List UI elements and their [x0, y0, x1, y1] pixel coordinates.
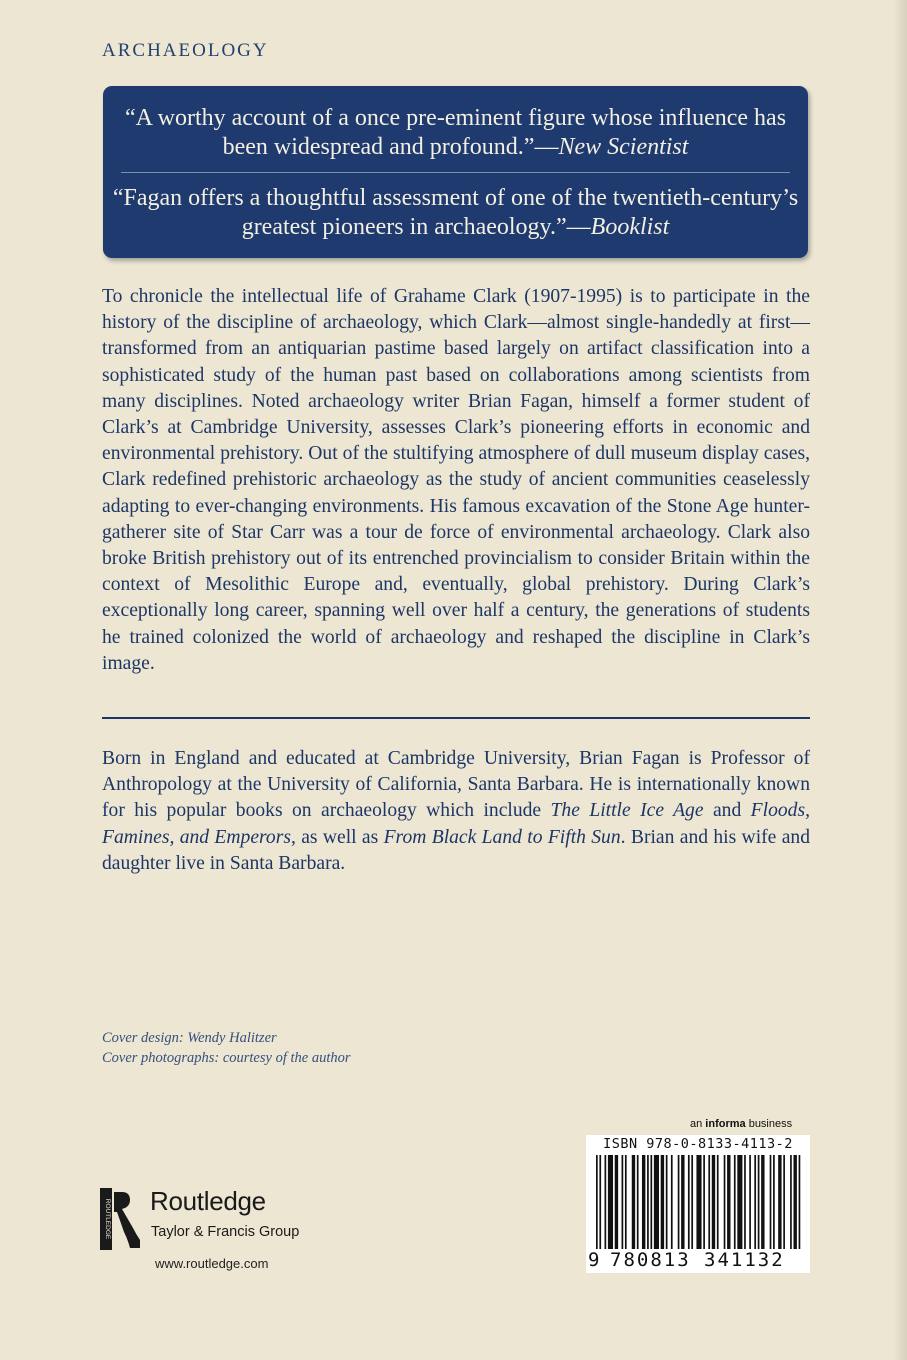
review-quote-2-source: Booklist: [590, 214, 670, 240]
barcode-bar: [608, 1155, 613, 1249]
barcode-bar: [744, 1155, 746, 1249]
barcode-bar: [749, 1155, 751, 1249]
barcode-bar: [647, 1155, 649, 1249]
bio-book-1: The Little Ice Age: [550, 800, 704, 822]
review-quote-2-text: “Fagan offers a thoughtful assessment of one of the twentieth-century’s greatest pioneers in archaeology.”—: [112, 185, 799, 240]
barcode-bar: [605, 1155, 607, 1249]
barcode-bar: [754, 1155, 756, 1249]
barcode-bar: [717, 1155, 719, 1249]
bio-and: and: [703, 800, 751, 822]
review-quote-1: [103, 104, 808, 162]
barcode-bar: [678, 1155, 680, 1249]
barcode-bars: [596, 1155, 802, 1249]
barcode-bar: [688, 1155, 690, 1249]
barcode: [586, 1135, 810, 1273]
bio-end: . Brian and his wife and daughter live in Santa Barbara.: [102, 826, 810, 874]
book-description: To chronicle the intellectual life of Grahame Clark (1907-1995) is to participate in the history of the discipline of archaeology, which Clark—almost single-handedly at first—transformed from an antiquarian pastime based largely on artifact classification into a sophisticated study of the human past based on collaborations among scientists from many disciplines. Noted archaeology writer Brian Fagan, himself a former student of Clark’s at Cambridge University, assesses Clark’s pioneering efforts in economic and environmental prehistory. Out of the stultifying atmosphere of dull museum display cases, Clark redefined prehistoric archaeology as the study of ancient communities ceaselessly adapting to ever-changing environments. His famous excavation of the Stone Age hunter-gatherer site of Star Carr was a tour de force of environmental archaeology. Clark also broke British prehistory out of its entrenched provincialism to consider Britain within the context of Mesolithic Europe and, eventually, global prehistory. During Clark’s exceptionally long career, spanning well over half a century, the generations of students he trained colonized the world of archaeology and reshaped the discipline in Clark’s image.: [102, 286, 810, 674]
informa-suffix: business: [745, 1118, 793, 1130]
review-quotes-box: [103, 86, 808, 258]
routledge-mark-text: ROUTLEDGE: [104, 1198, 111, 1240]
barcode-bar: [596, 1155, 598, 1249]
barcode-bar: [650, 1155, 652, 1249]
informa-business-label: [690, 1118, 792, 1130]
barcode-bar: [758, 1155, 760, 1249]
barcode-bar: [615, 1155, 618, 1249]
informa-brand: informa: [705, 1118, 746, 1130]
section-divider: [102, 717, 810, 719]
cover-credits: [102, 1028, 351, 1068]
barcode-bar: [799, 1155, 801, 1249]
bio-intro: Born in England and educated at Cambridge University, Brian Fagan is Professor of Anthropology at the University of California, Santa Barbara. He is internationally known for his popular books on archaeology which include: [102, 748, 810, 822]
barcode-bar: [727, 1155, 730, 1249]
bio-book-3: From Black Land to Fifth Sun: [383, 826, 621, 848]
review-quote-2: [103, 184, 808, 242]
informa-prefix: an: [690, 1118, 706, 1130]
barcode-bar: [712, 1155, 715, 1249]
barcode-bar: [666, 1155, 668, 1249]
routledge-mark-icon: [100, 1188, 142, 1250]
barcode-bar: [793, 1155, 796, 1249]
barcode-bar: [681, 1155, 684, 1249]
barcode-bar: [632, 1155, 635, 1249]
barcode-bar: [654, 1155, 659, 1249]
barcode-digit-group-2: 341132: [704, 1249, 785, 1271]
publisher-website[interactable]: www.routledge.com: [155, 1256, 269, 1271]
barcode-bar: [724, 1155, 726, 1249]
barcode-bar: [778, 1155, 781, 1249]
barcode-bar: [761, 1155, 764, 1249]
publisher-group: Taylor & Francis Group: [151, 1224, 300, 1240]
category-label: ARCHAEOLOGY: [102, 40, 269, 61]
barcode-bar: [790, 1155, 792, 1249]
bio-as-well: , as well as: [290, 826, 384, 848]
barcode-bar: [622, 1155, 624, 1249]
barcode-digit-group-1: 780813: [610, 1249, 691, 1271]
publisher-name: Routledge: [150, 1186, 266, 1216]
barcode-digit-first: 9: [588, 1249, 600, 1271]
bio-book-2: Floods, Famines, and Emperors: [102, 800, 810, 848]
barcode-bar: [703, 1155, 705, 1249]
barcode-bar: [671, 1155, 673, 1249]
barcode-bar: [696, 1155, 701, 1249]
cover-photo-credit: Cover photographs: courtesy of the author: [102, 1050, 351, 1066]
barcode-bar: [637, 1155, 639, 1249]
barcode-bar: [783, 1155, 785, 1249]
isbn-label: ISBN 978-0-8133-4113-2: [603, 1136, 793, 1152]
barcode-bar: [661, 1155, 664, 1249]
publisher-logo: [100, 1186, 340, 1256]
review-quote-1-source: New Scientist: [558, 134, 689, 160]
barcode-bar: [691, 1155, 693, 1249]
spine-shadow: [893, 0, 907, 1360]
barcode-bar: [599, 1155, 601, 1249]
cover-design-credit: Cover design: Wendy Halitzer: [102, 1030, 277, 1046]
author-bio: [102, 746, 810, 877]
barcode-bar: [773, 1155, 775, 1249]
barcode-bar: [708, 1155, 710, 1249]
barcode-bar: [737, 1155, 742, 1249]
quote-divider: [121, 172, 790, 173]
barcode-bar: [625, 1155, 627, 1249]
barcode-bar: [734, 1155, 736, 1249]
barcode-bar: [642, 1155, 645, 1249]
review-quote-1-text: “A worthy account of a once pre-eminent figure whose influence has been widespread and profound.”—: [124, 105, 787, 160]
barcode-bar: [770, 1155, 772, 1249]
